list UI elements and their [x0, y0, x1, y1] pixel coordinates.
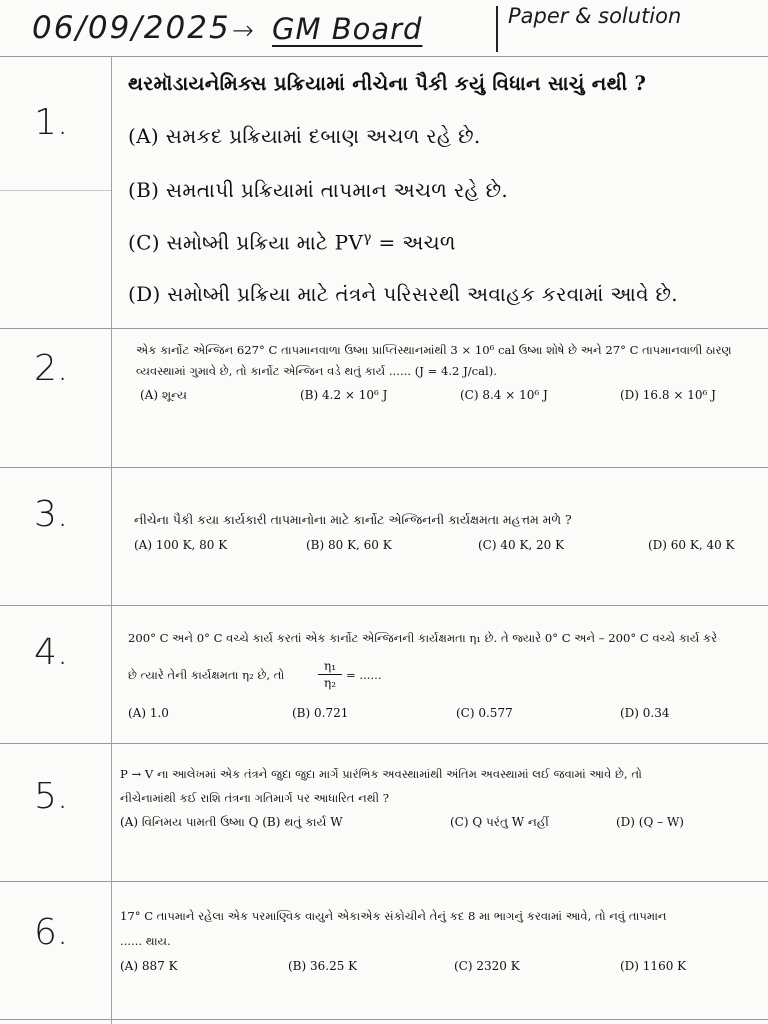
option-a: (A) 100 K, 80 K — [134, 538, 228, 552]
header-arrow: → — [232, 16, 254, 46]
question-text-line1: 17° C તાપમાને રહેલા એક પરમાણ્વિક વાયુને એકાએક સંકોચીને તેનું કદ 8 મા ભાગનું કરવામાં આવે, તો નવું તાપમાન — [120, 909, 667, 923]
option-d: (D) 60 K, 40 K — [648, 538, 735, 552]
question-text-line1: P → V ના આલેખમાં એક તંત્રને જુદા જુદા માર્ગે પ્રારંભિક અવસ્થામાંથી અંતિમ અવસ્થામાં લઈ જવામાં આવે છે, તો — [120, 767, 642, 781]
option-d: (D) 1160 K — [620, 959, 687, 973]
question-number: 1. — [34, 102, 69, 143]
question-text-line2: વ્યવસ્થામાં ગુમાવે છે, તો કાર્નોટ એન્જિન વડે થતું કાર્ય ...... (J = 4.2 J/cal). — [136, 364, 497, 378]
option-b: (B) 36.25 K — [288, 959, 358, 973]
row-rule — [0, 328, 768, 329]
option-a-b: (A) વિનિમય પામતી ઉષ્મા Q (B) થતું કાર્ય W — [120, 815, 343, 829]
question-text: નીચેના પૈકી કયા કાર્યકારી તાપમાનોના માટે કાર્નોટ એન્જિનની કાર્યક્ષમતા મહત્તમ મળે ? — [134, 512, 572, 527]
row-rule — [0, 743, 768, 744]
page-header — [0, 0, 768, 56]
fraction-numerator: η₁ — [324, 659, 336, 673]
question-text-line2: નીચેનામાંથી કઈ રાશિ તંત્રના ગતિમાર્ગ પર આધારિત નથી ? — [120, 791, 389, 805]
option-a: (A) સમકદ પ્રક્રિયામાં દબાણ અચળ રહે છે. — [128, 124, 481, 148]
row-rule — [0, 881, 768, 882]
question-text-line1: 200° C અને 0° C વચ્ચે કાર્ય કરતાં એક કાર્નોટ એન્જિનની કાર્યક્ષમતા η₁ છે. તે જ્યારે 0° C અને – 200° C વચ્ચે કાર્ય કરે — [128, 631, 718, 645]
question-number: 6. — [34, 912, 69, 953]
option-c: (C) Q પરંતુ W નહીં — [450, 815, 549, 829]
option-b: (B) 80 K, 60 K — [306, 538, 392, 552]
option-c-tail: = અચળ — [371, 230, 456, 255]
question-number: 4. — [34, 632, 69, 673]
option-c: (C) 2320 K — [454, 959, 520, 973]
fraction-bar — [318, 674, 342, 675]
header-paper-solution: Paper & solution — [508, 4, 682, 28]
option-d: (D) (Q – W) — [616, 815, 684, 829]
header-divider — [496, 6, 498, 52]
option-c-text: (C) સમોષ્મી પ્રક્રિયા માટે PV — [128, 230, 364, 255]
question-number: 2. — [34, 348, 69, 389]
option-b: (B) 0.721 — [292, 706, 349, 720]
margin-line — [111, 56, 112, 1024]
question-text-tail: = ...... — [346, 668, 382, 682]
row-rule — [0, 56, 768, 57]
option-c: (C) 0.577 — [456, 706, 513, 720]
option-d: (D) સમોષ્મી પ્રક્રિયા માટે તંત્રને પરિસરથી અવાહક કરવામાં આવે છે. — [128, 282, 678, 306]
option-a: (A) 1.0 — [128, 706, 169, 720]
question-text-line1: એક કાર્નોટ એન્જિન 627° C તાપમાનવાળા ઉષ્મા પ્રાપ્તિસ્થાનમાંથી 3 × 10⁶ cal ઉષ્મા શોષે છે અને 27° C તાપમાનવાળી ઠારણ — [136, 343, 732, 357]
header-board: GM Board — [272, 12, 423, 46]
option-a: (A) શૂન્ય — [140, 388, 187, 402]
header-date: 06/09/2025 — [32, 10, 231, 46]
question-text-line2: ...... થાય. — [120, 934, 171, 948]
fraction-denominator: η₂ — [324, 676, 336, 690]
question-number: 3. — [34, 494, 69, 535]
question-number: 5. — [34, 776, 69, 817]
option-d: (D) 0.34 — [620, 706, 670, 720]
option-c: (C) 8.4 × 10⁶ J — [460, 388, 548, 402]
option-c — [128, 230, 456, 255]
option-b: (B) 4.2 × 10⁶ J — [300, 388, 388, 402]
row-rule — [0, 467, 768, 468]
faint-rule — [0, 190, 112, 191]
question-text: થરમૉડાયનેમિક્સ પ્રક્રિયામાં નીચેના પૈકી કયું વિધાન સાચું નથી ? — [128, 72, 647, 95]
gamma-superscript: γ — [363, 230, 372, 246]
row-rule — [0, 1019, 768, 1020]
option-a: (A) 887 K — [120, 959, 178, 973]
efficiency-ratio-fraction — [318, 659, 342, 690]
option-d: (D) 16.8 × 10⁶ J — [620, 388, 716, 402]
option-b: (B) સમતાપી પ્રક્રિયામાં તાપમાન અચળ રહે છે. — [128, 178, 509, 202]
question-text-line2: છે ત્યારે તેની કાર્યક્ષમતા η₂ છે, તો — [128, 668, 285, 682]
option-c: (C) 40 K, 20 K — [478, 538, 565, 552]
row-rule — [0, 605, 768, 606]
